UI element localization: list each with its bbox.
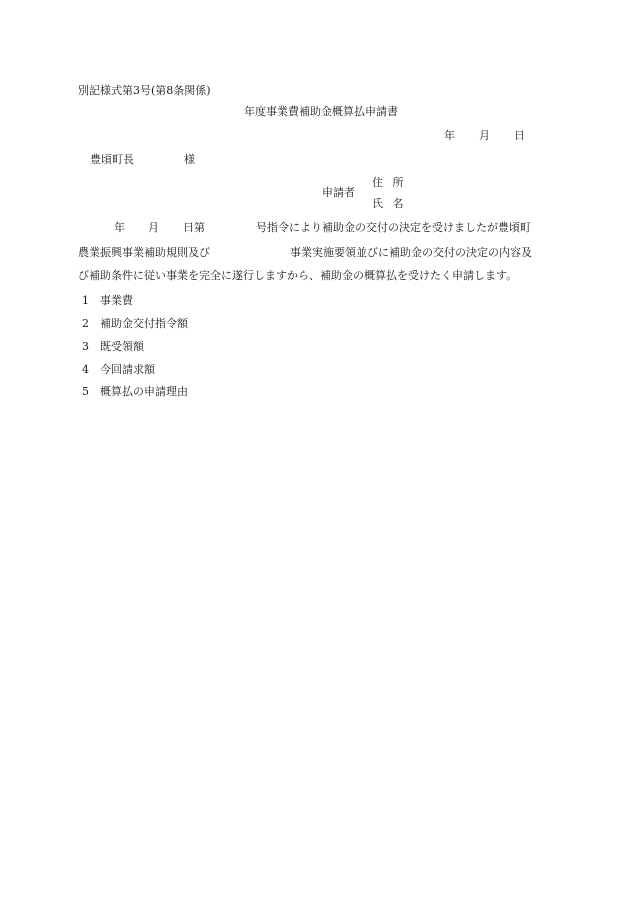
applicant-address-label: 住 所 xyxy=(372,176,404,189)
date-month-label: 月 xyxy=(479,129,490,142)
date-day-label: 日 xyxy=(514,129,525,142)
date-year-label: 年 xyxy=(444,129,455,142)
applicant-label: 申請者 xyxy=(322,186,355,199)
body-year-label: 年 xyxy=(114,221,125,234)
body-line3: び補助条件に従い事業を完全に遂行しますから、補助金の概算払を受けたく申請します。 xyxy=(78,269,518,282)
body-day-label: 日第 xyxy=(183,221,205,234)
form-number: 別記様式第3号(第8条関係) xyxy=(78,84,211,97)
item-label: 概算払の申請理由 xyxy=(100,385,188,398)
applicant-name-label: 氏 名 xyxy=(372,197,404,210)
item-number: 3 xyxy=(82,340,89,353)
item-label: 既受領額 xyxy=(100,340,144,353)
addressee-name: 豊頃町長 xyxy=(90,153,134,166)
item-number: 2 xyxy=(82,317,89,330)
body-month-label: 月 xyxy=(148,221,159,234)
item-number: 5 xyxy=(82,385,89,398)
item-label: 補助金交付指令額 xyxy=(100,317,188,330)
item-number: 1 xyxy=(82,294,89,307)
item-number: 4 xyxy=(82,363,89,376)
item-label: 事業費 xyxy=(100,294,133,307)
addressee-honorific: 様 xyxy=(184,153,195,166)
body-line2-part-b: 事業実施要領並びに補助金の交付の決定の内容及 xyxy=(290,246,532,259)
body-line1-text: 号指令により補助金の交付の決定を受けましたが豊頃町 xyxy=(256,221,531,234)
body-line2-part-a: 農業振興事業補助規則及び xyxy=(78,246,210,259)
item-label: 今回請求額 xyxy=(100,363,155,376)
document-title: 年度事業費補助金概算払申請書 xyxy=(244,105,398,118)
